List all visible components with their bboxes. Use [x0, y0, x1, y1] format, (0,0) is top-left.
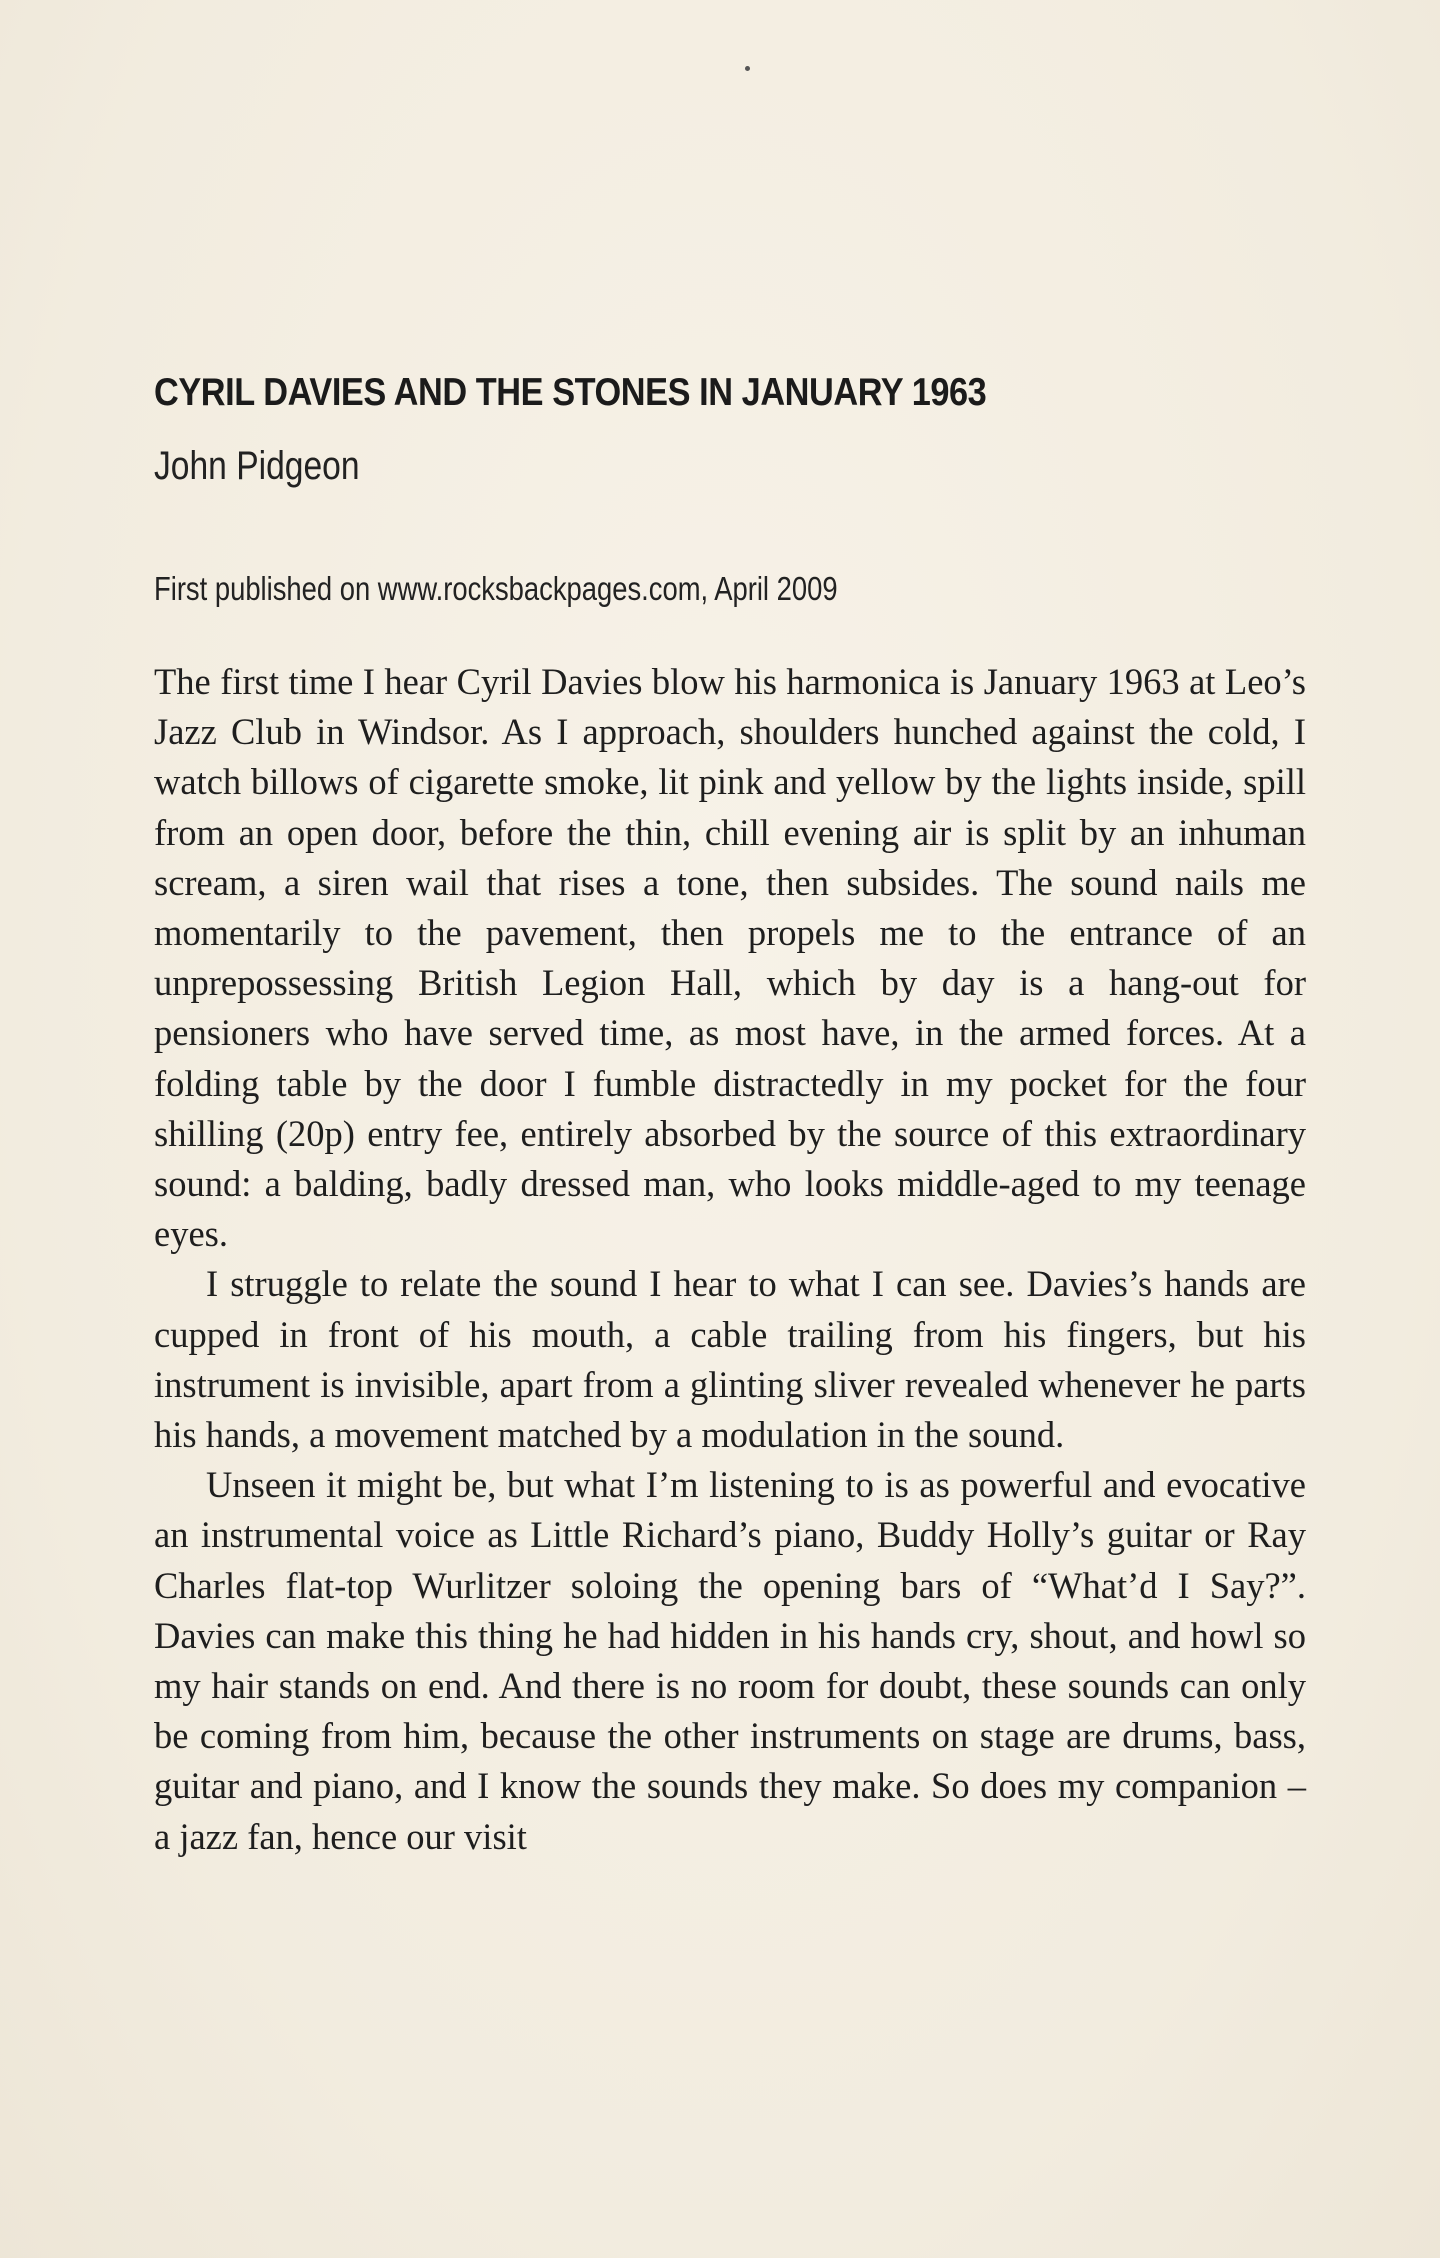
publication-note: First published on www.rocksbackpages.com, April 2009: [154, 570, 838, 607]
article-content: [154, 368, 1306, 1862]
body-paragraph: The first time I hear Cyril Davies blow his harmonica is January 1963 at Leo’s Jazz Club in Windsor. As I approach, shoulders hunched against the cold, I watch billows of cigarette smoke, lit pink and yellow by the lights inside, spill from an open door, before the thin, chill evening air is split by an inhuman scream, a siren wail that rises a tone, then subsides. The sound nails me momentarily to the pavement, then propels me to the entrance of an unprepossessing British Legion Hall, which by day is a hang-out for pensioners who have served time, as most have, in the armed forces. At a folding table by the door I fumble distractedly in my pocket for the four shilling (20p) entry fee, entirely absorbed by the source of this extraordinary sound: a balding, badly dressed man, who looks middle-aged to my teenage eyes.: [154, 661, 1306, 1255]
article-title: CYRIL DAVIES AND THE STONES IN JANUARY 1963: [154, 371, 987, 414]
article-author: John Pidgeon: [154, 444, 360, 488]
body-paragraph: I struggle to relate the sound I hear to what I can see. Davies’s hands are cupped in front of his mouth, a cable trailing from his fingers, but his instrument is invisible, apart from a glinting sliver revealed whenever he parts his hands, a movement matched by a modulation in the sound.: [154, 1263, 1306, 1456]
article-body: [154, 657, 1306, 1862]
body-paragraph: Unseen it might be, but what I’m listening to is as powerful and evocative an instrumental voice as Little Richard’s piano, Buddy Holly’s guitar or Ray Charles flat-top Wurlitzer soloing the opening bars of “What’d I Say?”. Davies can make this thing he had hidden in his hands cry, shout, and howl so my hair stands on end. And there is no room for doubt, these sounds can only be coming from him, because the other instruments on stage are drums, bass, guitar and piano, and I know the sounds they make. So does my companion – a jazz fan, hence our visit: [154, 1464, 1306, 1857]
page-speck: [745, 66, 750, 71]
